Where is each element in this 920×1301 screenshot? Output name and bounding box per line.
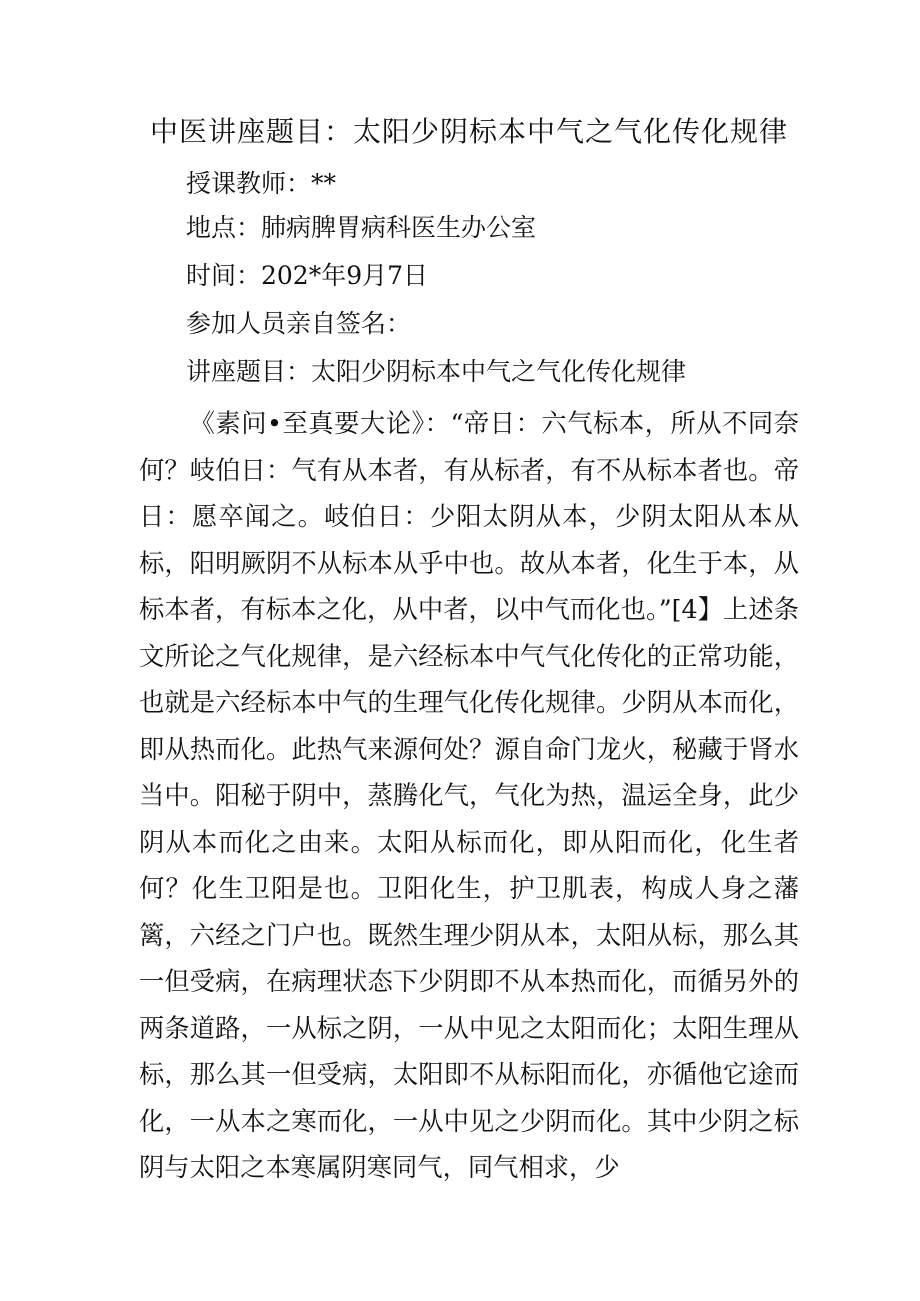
body-paragraph: 《素问•至真要大论》：“帝日：六气标本，所从不同奈何？岐伯日：气有从本者，有从标者，有不从标本者也。帝日：愿卒闻之。岐伯日：少阳太阴从本，少阴太阳从本从标，阳明厥阴不从标本从乎中也。故从本者，化生于本，从标本者，有标本之化，从中者，以中气而化也。”[4】上述条文所论之气化规律，是六经标本中气气化传化的正常功能，也就是六经标本中气的生理气化传化规律。少阴从本而化，即从热而化。此热气来源何处？源自命门龙火，秘藏于肾水当中。阳秘于阴中，蒸腾化气，气化为热，温运全身，此少阴从本而化之由来。太阳从标而化，即从阳而化，化生者何？化生卫阳是也。卫阳化生，护卫肌表，构成人身之藩篱，六经之门户也。既然生理少阴从本，太阳从标，那么其一但受病，在病理状态下少阴即不从本热而化，而循另外的两条道路，一从标之阴，一从中见之太阳而化；太阳生理从标，那么其一但受病，太阳即不从标阳而化，亦循他它途而化，一从本之寒而化，一从中见之少阴而化。其中少阴之标阴与太阳之本寒属阴寒同气，同气相求，少: [139, 409, 799, 1182]
time-line: 时间：202*年9月7日: [186, 261, 429, 290]
document-title: 中医讲座题目：太阳少阴标本中气之气化传化规律: [150, 115, 789, 148]
lecture-topic-line: 讲座题目：太阳少阴标本中气之气化传化规律: [186, 357, 687, 386]
teacher-line: 授课教师：**: [186, 169, 337, 198]
attendees-line: 参加人员亲自签名：: [186, 309, 412, 338]
location-line: 地点：肺病脾胃病科医生办公室: [186, 213, 537, 242]
